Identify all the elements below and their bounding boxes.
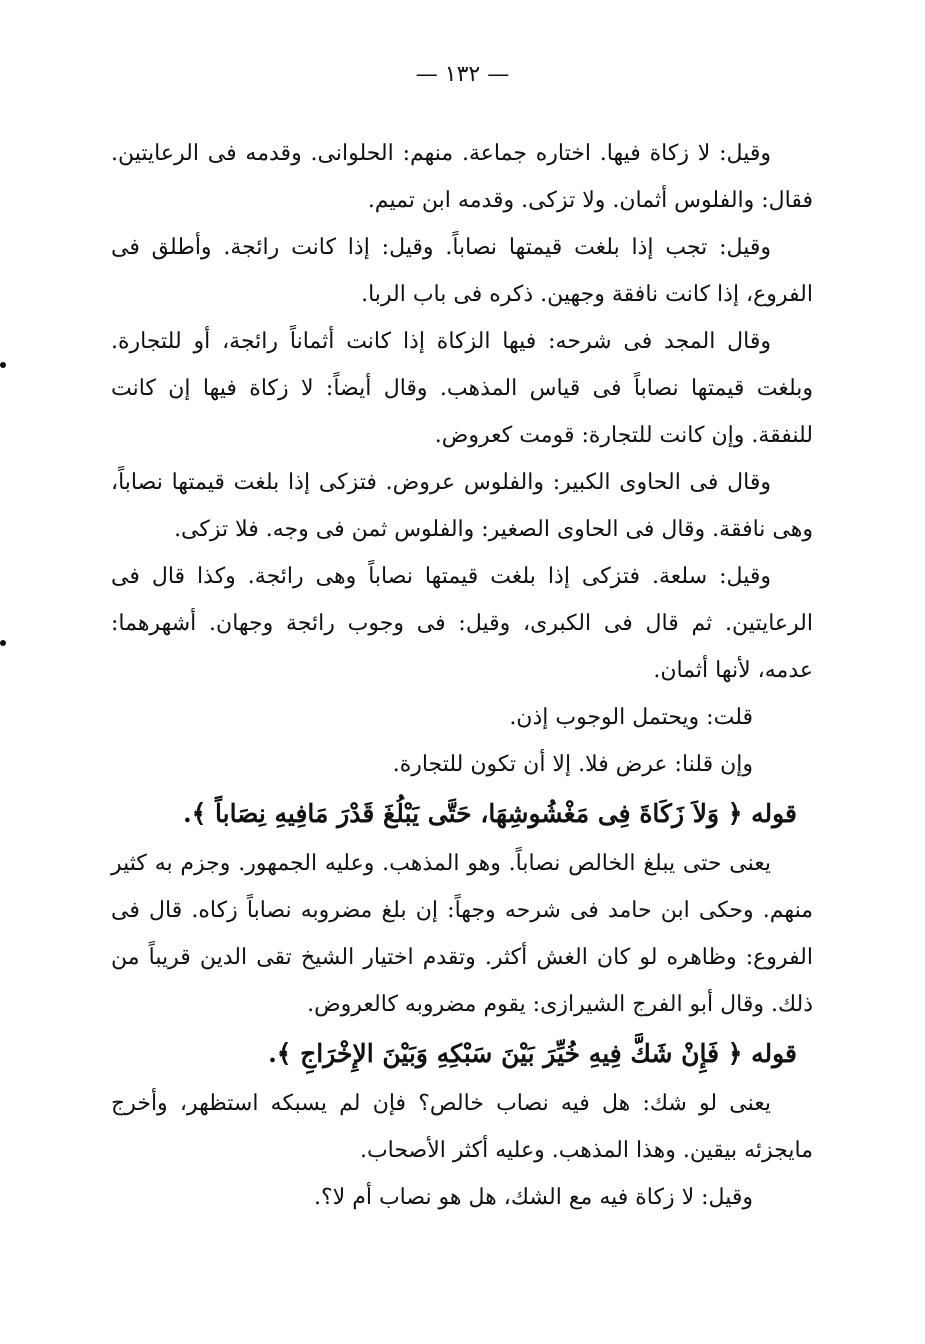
paragraph: وقال فى الحاوى الكبير: والفلوس عروض. فتزكى إذا بلغت قيمتها نصاباً، وهى نافقة. وقال فى الحاوى الصغير: والفلوس ثمن فى وجه. فلا تزكى. xyxy=(111,470,813,542)
section-heading: قوله ﴿ وَلاَ زَكَاةَ فِى مَغْشُوشِهَا، حَتَّى يَبْلُغَ قَدْرَ مَافِيهِ نِصَاباً ﴾. xyxy=(182,799,797,828)
paragraph: وقال المجد فى شرحه: فيها الزكاة إذا كانت أثماناً رائجة، أو للتجارة. وبلغت قيمتها نصاباً فى قياس المذهب. وقال أيضاً: لا زكاة فيها إن كانت للنفقة. وإن كانت للتجارة: قومت كعروض. xyxy=(111,329,813,448)
paragraph: وقيل: لا زكاة فيه مع الشك، هل هو نصاب أم لا؟. xyxy=(314,1185,753,1210)
paragraph: وإن قلنا: عرض فلا. إلا أن تكون للتجارة. xyxy=(392,752,753,777)
paragraph: وقيل: لا زكاة فيها. اختاره جماعة. منهم: الحلوانى. وقدمه فى الرعايتين. فقال: والفلوس أثمان. ولا تزكى. وقدمه ابن تميم. xyxy=(111,141,813,213)
page-body xyxy=(111,130,813,1221)
page-number: — ١٣٢ — xyxy=(415,62,510,87)
paragraph: وقيل: سلعة. فتزكى إذا بلغت قيمتها نصاباً وهى رائجة. وكذا قال فى الرعايتين. ثم قال فى الكبرى، وقيل: فى وجوب رائجة وجهان. أشهرهما: عدمه، لأنها أثمان. xyxy=(111,564,813,683)
scan-mark xyxy=(0,362,6,368)
scan-mark xyxy=(0,640,6,646)
paragraph: قلت: ويحتمل الوجوب إذن. xyxy=(509,705,753,730)
section-heading: قوله ﴿ فَإِنْ شَكَّ فِيهِ خُيِّرَ بَيْنَ سَبْكِهِ وَبَيْنَ الإِخْرَاجِ ﴾. xyxy=(268,1039,797,1068)
paragraph: وقيل: تجب إذا بلغت قيمتها نصاباً. وقيل: إذا كانت رائجة. وأطلق فى الفروع، إذا كانت نافقة وجهين. ذكره فى باب الربا. xyxy=(111,235,813,307)
paragraph: يعنى حتى يبلغ الخالص نصاباً. وهو المذهب. وعليه الجمهور. وجزم به كثير منهم. وحكى ابن حامد فى شرحه وجهاً: إن بلغ مضروبه نصاباً زكاه. قال فى الفروع: وظاهره لو كان الغش أكثر. وتقدم اختيار الشيخ تقى الدين قريباً من ذلك. وقال أبو الفرج الشيرازى: يقوم مضروبه كالعروض. xyxy=(111,851,813,1017)
paragraph: يعنى لو شك: هل فيه نصاب خالص؟ فإن لم يسبكه استظهر، وأخرج مايجزئه بيقين. وهذا المذهب. وعليه أكثر الأصحاب. xyxy=(111,1091,813,1163)
